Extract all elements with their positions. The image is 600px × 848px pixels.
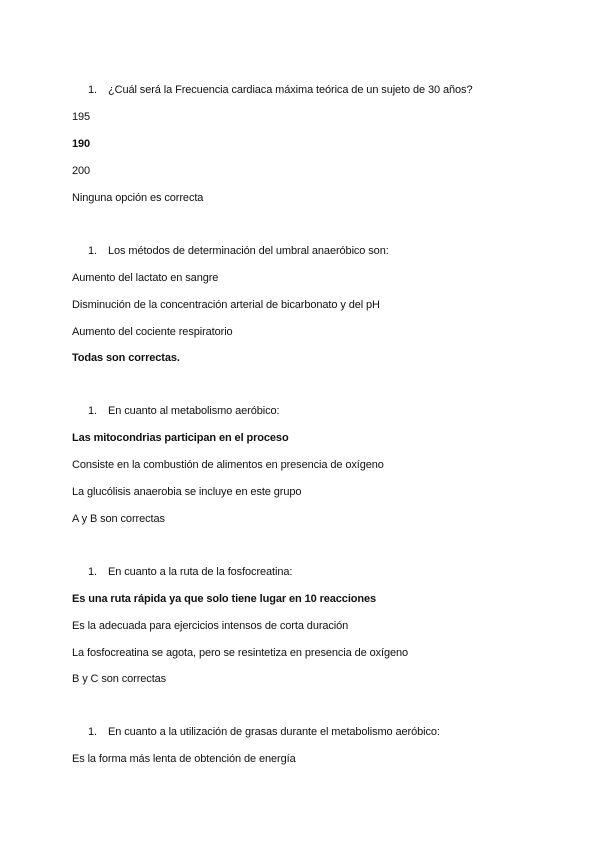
answer-option-correct: 190	[72, 138, 91, 150]
question-5	[88, 726, 440, 738]
answer-option: 200	[72, 165, 91, 177]
question-text: Los métodos de determinación del umbral anaeróbico son:	[108, 245, 389, 257]
answer-option: B y C son correctas	[72, 673, 167, 685]
question-number: 1.	[88, 566, 97, 578]
question-text: En cuanto al metabolismo aeróbico:	[108, 405, 280, 417]
answer-option: Disminución de la concentración arterial de bicarbonato y del pH	[72, 299, 380, 311]
question-text: En cuanto a la utilización de grasas durante el metabolismo aeróbico:	[108, 726, 440, 738]
question-text: ¿Cuál será la Frecuencia cardiaca máxima teórica de un sujeto de 30 años?	[108, 84, 473, 96]
question-3	[88, 405, 279, 417]
answer-option: Es la adecuada para ejercicios intensos de corta duración	[72, 620, 349, 632]
answer-option: La glucólisis anaerobia se incluye en este grupo	[72, 486, 302, 498]
question-4	[88, 566, 292, 578]
question-number: 1.	[88, 405, 97, 417]
answer-option: Ninguna opción es correcta	[72, 192, 204, 204]
answer-option: La fosfocreatina se agota, pero se resintetiza en presencia de oxígeno	[72, 647, 409, 659]
question-1	[88, 84, 472, 96]
question-2	[88, 245, 389, 257]
answer-option-correct: Todas son correctas.	[72, 352, 180, 364]
answer-option: Consiste en la combustión de alimentos en presencia de oxígeno	[72, 459, 384, 471]
answer-option: Aumento del lactato en sangre	[72, 272, 219, 284]
answer-option-correct: Es una ruta rápida ya que solo tiene lugar en 10 reacciones	[72, 593, 377, 605]
answer-option: 195	[72, 111, 91, 123]
question-text: En cuanto a la ruta de la fosfocreatina:	[108, 566, 293, 578]
answer-option: A y B son correctas	[72, 513, 165, 525]
question-number: 1.	[88, 84, 97, 96]
answer-option: Es la forma más lenta de obtención de energía	[72, 753, 296, 765]
question-number: 1.	[88, 245, 97, 257]
answer-option: Aumento del cociente respiratorio	[72, 326, 233, 338]
question-number: 1.	[88, 726, 97, 738]
answer-option-correct: Las mitocondrias participan en el proceso	[72, 432, 289, 444]
